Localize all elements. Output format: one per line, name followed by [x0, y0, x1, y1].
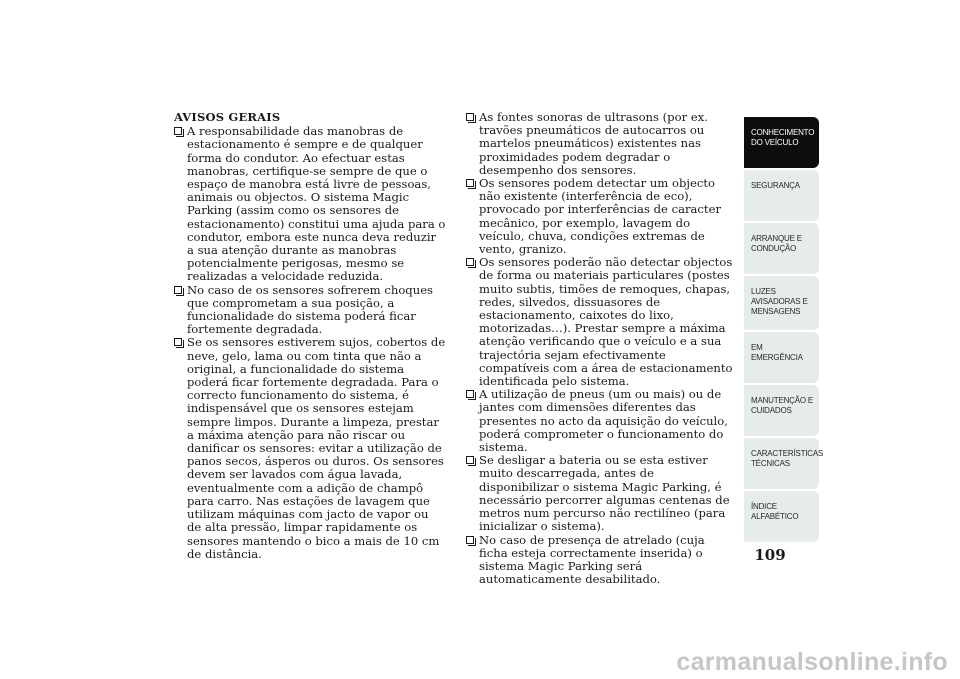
checkbox-bullet-icon — [466, 179, 474, 187]
list-item: No caso de presença de atrelado (cuja ficha esteja correctamente inserida) o sistema Magic Parking será automaticamente desabilitado. — [466, 534, 736, 587]
list-item: Os sensores poderão não detectar objectos de forma ou materiais particulares (postes muito subtis, timões de remoques, chapas, redes, silvedos, dissuasores de estacionamento, caixotes do lixo, motorizadas…). Prestar sempre a máxima atenção verificando que o veículo e a sua trajectória sejam efectivamente compatíveis com a área de estacionamento identificada pelo sistema. — [466, 256, 736, 388]
right-column — [466, 111, 736, 586]
list-item: A utilização de pneus (um ou mais) ou de jantes com dimensões diferentes das presentes no acto da aquisição do veículo, poderá comprometer o funcionamento do sistema. — [466, 388, 736, 454]
checkbox-bullet-icon — [466, 456, 474, 464]
list-item: Se desligar a bateria ou se esta estiver muito descarregada, antes de disponibilizar o sistema Magic Parking, é necessário percorrer algumas centenas de metros num percurso não rectilíneo (para inicializar o sistema). — [466, 454, 736, 533]
page-number: 109 — [754, 546, 786, 564]
checkbox-bullet-icon — [466, 258, 474, 266]
list-item: Os sensores podem detectar um objecto não existente (interferência de eco), provocado por interferências de caracter mecânico, por exemplo, lavagem do veículo, chuva, condições extremas de vento, granizo. — [466, 177, 736, 256]
tab-caracteristicas-tecnicas[interactable]: CARACTERÍSTICAS TÉCNICAS — [744, 438, 819, 489]
list-item: As fontes sonoras de ultrasons (por ex. travões pneumáticos de autocarros ou martelos pneumáticos) existentes nas proximidades podem degradar o desempenho dos sensores. — [466, 111, 736, 177]
tab-seguranca[interactable]: SEGURANÇA — [744, 170, 819, 221]
checkbox-bullet-icon — [466, 113, 474, 121]
list-item: A responsabilidade das manobras de estacionamento é sempre e de qualquer forma do condutor. Ao efectuar estas manobras, certifique-se sempre de que o espaço de manobra está livre de pessoas, animais ou objectos. O sistema Magic Parking (assim como os sensores de estacionamento) constitui uma ajuda para o condutor, embora este nunca deva reduzir a sua atenção durante as manobras potencialmente perigosas, mesmo se realizadas a velocidade reduzida. — [174, 125, 446, 283]
tab-em-emergencia[interactable]: EM EMERGÊNCIA — [744, 332, 819, 383]
watermark-text: carmanualsonline.info — [676, 648, 948, 676]
tab-arranque-e-conducao[interactable]: ARRANQUE E CONDUÇÃO — [744, 223, 819, 274]
chapter-tabs — [744, 117, 824, 544]
tab-manutencao-e-cuidados[interactable]: MANUTENÇÃO E CUIDADOS — [744, 385, 819, 436]
list-item: No caso de os sensores sofrerem choques que comprometam a sua posição, a funcionalidade do sistema poderá ficar fortemente degradada. — [174, 284, 446, 337]
tab-conhecimento-do-veiculo[interactable]: CONHECIMENTO DO VEÍCULO — [744, 117, 819, 168]
list-item: Se os sensores estiverem sujos, cobertos de neve, gelo, lama ou com tinta que não a original, a funcionalidade do sistema poderá ficar fortemente degradada. Para o correcto funcionamento do sistema, é indispensável que os sensores estejam sempre limpos. Durante a limpeza, prestar a máxima atenção para não riscar ou danificar os sensores: evitar a utilização de panos secos, ásperos ou duros. Os sensores devem ser lavados com água lavada, eventualmente com a adição de champô para carro. Nas estações de lavagem que utilizam máquinas com jacto de vapor ou de alta pressão, limpar rapidamente os sensores mantendo o bico a mais de 10 cm de distância. — [174, 336, 446, 560]
checkbox-bullet-icon — [466, 536, 474, 544]
tab-indice-alfabetico[interactable]: ÍNDICE ALFABÉTICO — [744, 491, 819, 542]
checkbox-bullet-icon — [174, 286, 182, 294]
left-column — [174, 111, 446, 561]
tab-luzes-avisadoras-e-mensagens[interactable]: LUZES AVISADORAS E MENSAGENS — [744, 276, 819, 330]
checkbox-bullet-icon — [174, 338, 182, 346]
checkbox-bullet-icon — [174, 127, 182, 135]
checkbox-bullet-icon — [466, 390, 474, 398]
section-heading: AVISOS GERAIS — [174, 110, 281, 124]
